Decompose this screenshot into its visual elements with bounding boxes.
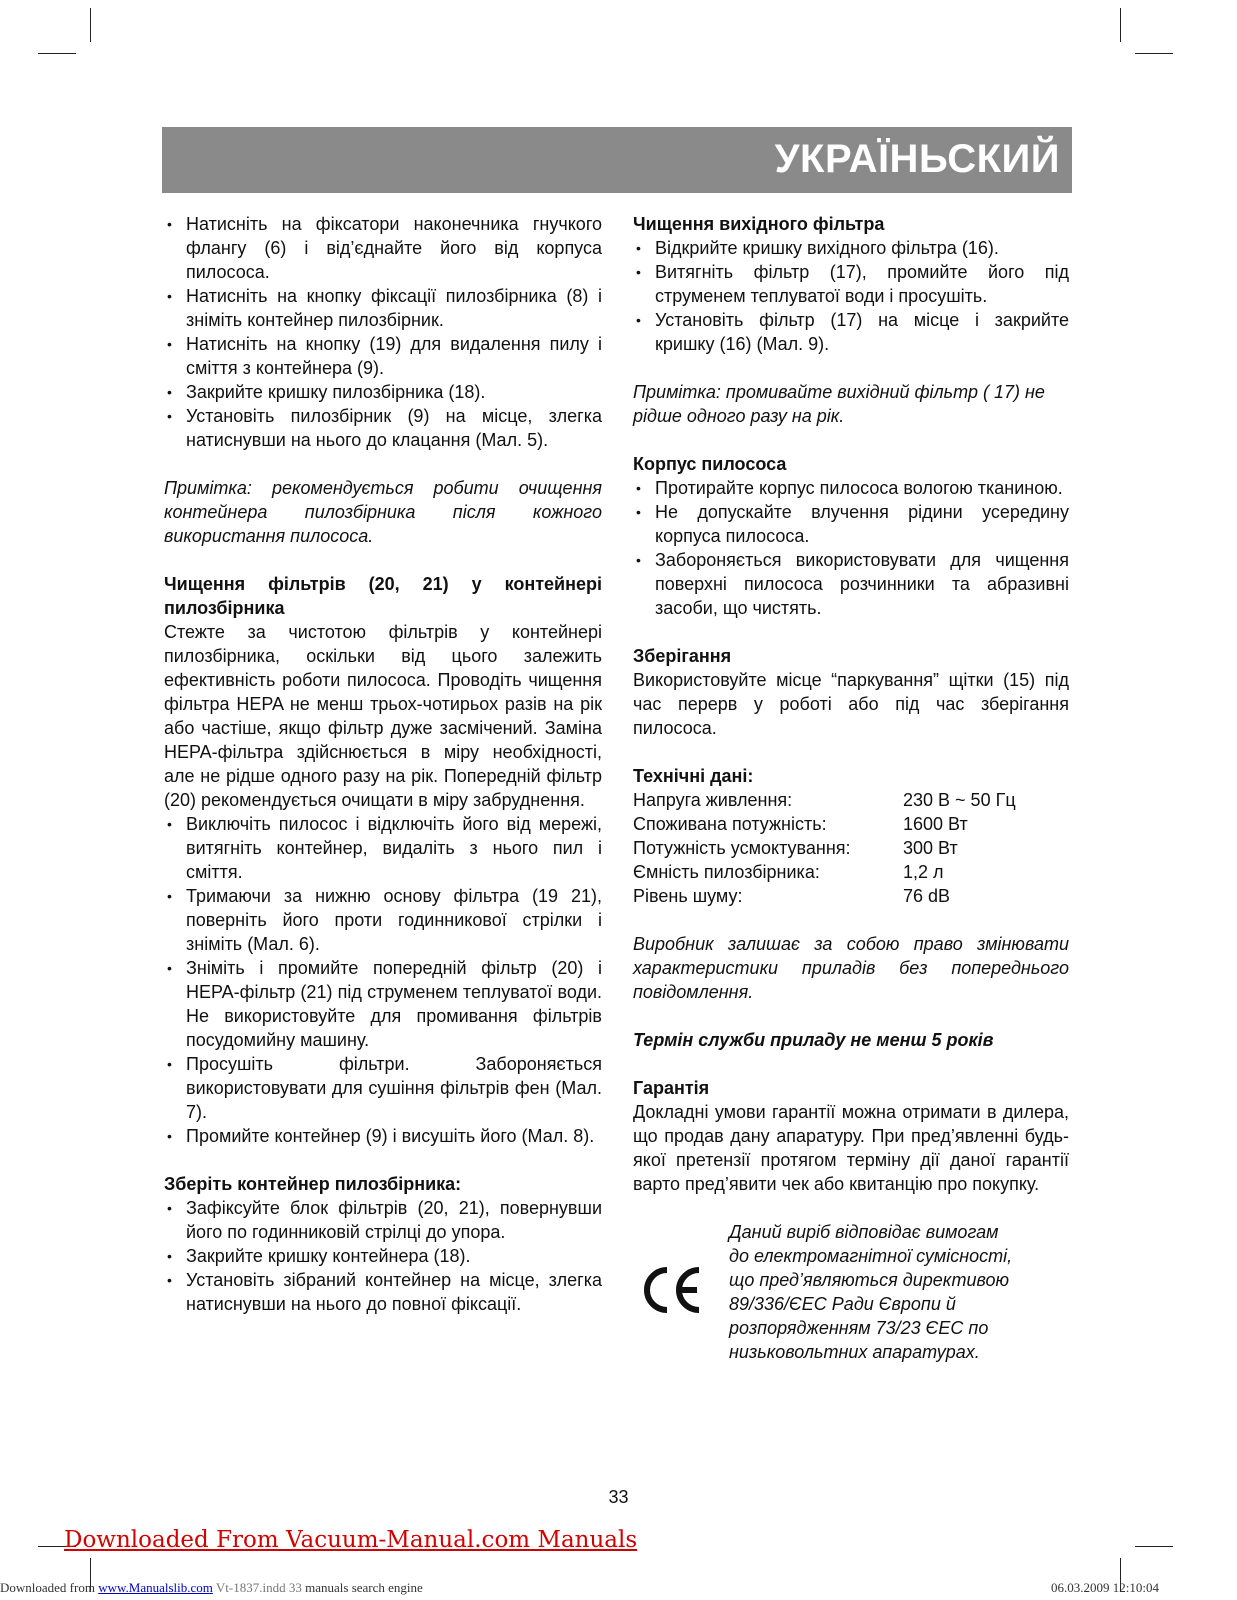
warranty-heading: Гарантія — [633, 1078, 710, 1098]
body-care-steps — [633, 476, 1069, 620]
filter-cleaning-heading: Чищення фільтрів (20, 21) у контейнері пилозбірника — [164, 574, 602, 618]
filter-cleaning-steps — [164, 812, 602, 1148]
crop-mark-top-left-h — [38, 53, 76, 54]
tech-specs-heading: Технічні дані: — [633, 766, 754, 786]
footer-prefix: Downloaded from — [0, 1580, 95, 1595]
body-care-heading: Корпус пилососа — [633, 454, 787, 474]
list-item: • Тримаючи за нижню основу фільтра (19 21), поверніть його проти годинникової стрілки і зніміть (Мал. 6). — [164, 884, 602, 956]
list-item: • Промийте контейнер (9) і висушіть його (Мал. 8). — [164, 1124, 602, 1148]
warranty-paragraph: Докладні умови гарантії можна отримати в дилера, що продав дану апаратуру. При пред’явленні будь-якої претензії протягом терміну дії даної гарантії варто пред’явити чек або квитанцію про покупку. — [633, 1102, 1069, 1194]
footer-suffix: manuals search engine — [305, 1580, 423, 1595]
list-item: • Відкрийте кришку вихідного фільтра (16). — [633, 236, 1069, 260]
right-column — [633, 212, 1069, 1370]
storage-paragraph: Використовуйте місце “паркування” щітки (15) під час перерв у роботі або під час зберігання пилососа. — [633, 670, 1069, 738]
crop-mark-top-right-h — [1135, 53, 1173, 54]
spec-value: 300 Вт — [903, 838, 958, 858]
page-number: 33 — [608, 1487, 629, 1507]
ce-mark-icon — [639, 1264, 703, 1316]
language-title: УКРАЇНЬСКИЙ — [774, 137, 1060, 181]
manufacturer-note: Виробник залишає за собою право змінювати характеристики приладів без попереднього повідомлення. — [633, 934, 1069, 1002]
list-item: • Установіть пилозбірник (9) на місце, злегка натиснувши на нього до клацання (Мал. 5). — [164, 404, 602, 452]
ce-text-line: низьковольтних апаратурах. — [729, 1342, 980, 1362]
list-item: • Просушіть фільтри. Забороняється використовувати для сушіння фільтрів фен (Мал. 7). — [164, 1052, 602, 1124]
container-cleaning-steps — [164, 212, 602, 452]
spec-label: Ємність пилозбірника: — [633, 862, 820, 882]
spec-value: 1,2 л — [903, 862, 944, 882]
spec-value: 76 dB — [903, 886, 951, 906]
list-item: • Протирайте корпус пилососа вологою тканиною. — [633, 476, 1069, 500]
spec-label: Споживана потужність: — [633, 814, 827, 834]
table-row — [633, 860, 1016, 884]
ce-compliance-text — [729, 1220, 1069, 1364]
list-item: • Не допускайте влучення рідини усередину корпуса пилососа. — [633, 500, 1069, 548]
download-source-link[interactable]: Downloaded From Vacuum-Manual.com Manuals — [64, 1527, 638, 1553]
filter-cleaning-paragraph: Стежте за чистотою фільтрів у контейнері пилозбірника, оскільки від цього залежить ефективність роботи пилососа. Проводіть чищення фільтра HEPA не менш трьох-чотирьох разів на рік або частіше, якщо фільтр дуже засмічений. Заміна HEPA-фільтра здійснюється в міру необхідності, але не рідше одного разу на рік. Попередній фільтр (20) рекомендується очищати в міру забруднення. — [164, 622, 602, 810]
list-item: • Установіть фільтр (17) на місце і закрийте кришку (16) (Мал. 9). — [633, 308, 1069, 356]
list-item: • Закрийте кришку пилозбірника (18). — [164, 380, 602, 404]
spec-value: 1600 Вт — [903, 814, 968, 834]
list-item: • Забороняється використовувати для чищення поверхні пилососа розчинники та абразивні засоби, що чистять. — [633, 548, 1069, 620]
ce-text-line: Даний виріб відповідає вимогам — [729, 1222, 999, 1242]
tech-specs-table — [633, 788, 1016, 908]
list-item: • Зафіксуйте блок фільтрів (20, 21), повернувши його по годинниковій стрілці до упора. — [164, 1196, 602, 1244]
table-row — [633, 836, 1016, 860]
ce-text-line: розпорядженням 73/23 ЄЕС по — [729, 1318, 989, 1338]
language-banner — [162, 127, 1072, 193]
exhaust-filter-steps — [633, 236, 1069, 356]
table-row — [633, 884, 1016, 908]
list-item: • Установіть зібраний контейнер на місце, злегка натиснувши на нього до повної фіксації. — [164, 1268, 602, 1316]
table-row — [633, 812, 1016, 836]
list-item: • Закрийте кришку контейнера (18). — [164, 1244, 602, 1268]
exhaust-filter-heading: Чищення вихідного фільтра — [633, 214, 885, 234]
list-item: • Натисніть на кнопку (19) для видалення пилу і сміття з контейнера (9). — [164, 332, 602, 380]
list-item: • Натисніть на фіксатори наконечника гнучкого флангу (6) і від’єднайте його від корпуса пилососа. — [164, 212, 602, 284]
ce-text-line: що пред’являються директивою — [729, 1270, 1010, 1290]
assemble-container-heading: Зберіть контейнер пилозбірника: — [164, 1174, 462, 1194]
spec-label: Напруга живлення: — [633, 790, 793, 810]
left-column — [164, 212, 602, 1316]
spec-value: 230 В ~ 50 Гц — [903, 790, 1016, 810]
crop-mark-bottom-right-h — [1135, 1546, 1173, 1547]
list-item: • Виключіть пилосос і відключіть його від мережі, витягніть контейнер, видаліть з нього пил і сміття. — [164, 812, 602, 884]
spec-label: Рівень шуму: — [633, 886, 743, 906]
crop-mark-top-right-v — [1120, 8, 1121, 42]
storage-heading: Зберігання — [633, 646, 732, 666]
footer — [0, 1578, 1237, 1600]
list-item: • Витягніть фільтр (17), промийте його під струменем теплуватої води і просушіть. — [633, 260, 1069, 308]
list-item: • Зніміть і промийте попередній фільтр (20) і HEPA-фільтр (21) під струменем теплуватої води. Не використовуйте для промивання фільтрів посудомийну машину. — [164, 956, 602, 1052]
print-timestamp: 06.03.2009 12:10:04 — [1051, 1580, 1159, 1595]
spec-label: Потужність усмоктування: — [633, 838, 851, 858]
ce-compliance-block — [633, 1220, 1069, 1370]
service-life-statement: Термін служби приладу не менш 5 років — [633, 1030, 994, 1050]
ce-text-line: 89/336/ЄЕС Ради Європи й — [729, 1294, 956, 1314]
footer-source — [0, 1580, 423, 1596]
manualslib-link[interactable]: www.Manualslib.com — [98, 1580, 213, 1595]
assemble-container-steps — [164, 1196, 602, 1316]
crop-mark-top-left-v — [90, 8, 91, 42]
container-cleaning-note: Примітка: рекомендується робити очищення контейнера пилозбірника після кожного використання пилососа. — [164, 478, 602, 546]
exhaust-filter-note: Примітка: промивайте вихідний фільтр ( 17) не рідше одного разу на рік. — [633, 382, 1045, 426]
indd-filename: Vt-1837.indd 33 — [215, 1580, 302, 1595]
table-row — [633, 788, 1016, 812]
list-item: • Натисніть на кнопку фіксації пилозбірника (8) і зніміть контейнер пилозбірник. — [164, 284, 602, 332]
ce-text-line: до електромагнітної сумісності, — [729, 1246, 1013, 1266]
